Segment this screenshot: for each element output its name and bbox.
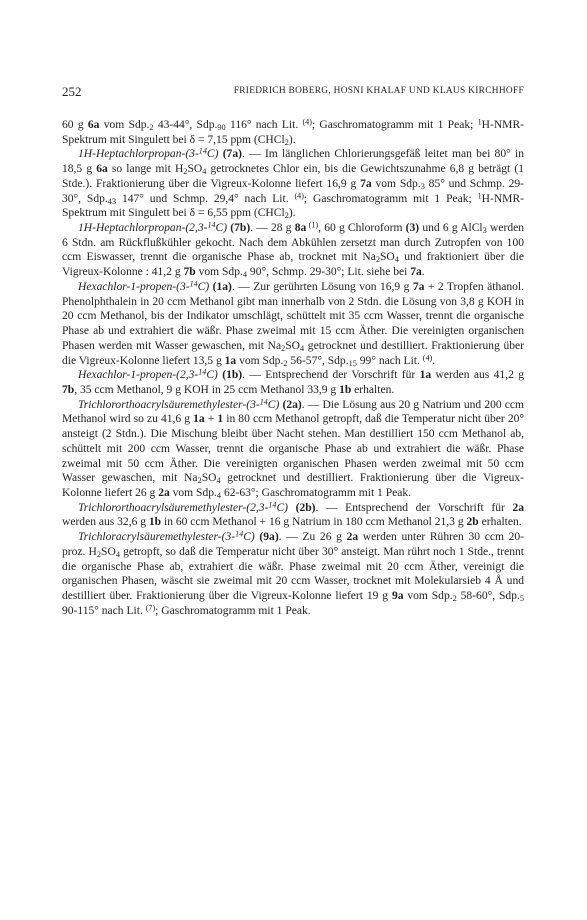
reference-marker: (7) xyxy=(145,603,156,613)
text-run: werden 6 Stdn. am Rückflußkühler gekocht. Nach dem Abkühlen zersetzt man durch Zutropfen von 100 ccm Eiswasser, trennt die organische Phase ab, trocknet mit Na xyxy=(62,222,525,264)
paragraph-2a xyxy=(62,398,524,501)
title-text: 1H-Heptachlorpropan-(3- xyxy=(78,148,199,161)
subscript: 15 xyxy=(348,358,357,368)
paragraph-7a xyxy=(62,147,524,221)
compound-label: (2a) xyxy=(282,398,302,411)
section-title xyxy=(78,222,227,234)
text-run: 62-63°; Gaschromatogramm mit 1 Peak. xyxy=(221,486,412,499)
compound-ref: (3) xyxy=(405,222,420,235)
compound-ref: 2a xyxy=(512,501,524,514)
subscript: 2 xyxy=(183,167,188,177)
text-run: . — 28 g xyxy=(250,222,295,235)
compound-ref: 7a xyxy=(360,177,372,190)
page-number: 252 xyxy=(62,84,82,99)
title-text: Hexachlor-1-propen-(2,3- xyxy=(78,369,199,382)
text-run: und fraktioniert über die Vigreux-Kolonne : 41,2 g xyxy=(62,251,524,279)
compound-ref: 1b xyxy=(339,383,352,396)
title-text: C) xyxy=(276,501,288,514)
text-run: werden unter Rühren 30 ccm 20-proz. H xyxy=(62,531,525,558)
text-run: vom Sdp. xyxy=(195,266,243,279)
compound-ref: 1a xyxy=(224,354,237,367)
reference-marker: (4) xyxy=(302,117,312,127)
compound-ref: 2b xyxy=(466,516,479,529)
subscript: 90 xyxy=(217,123,226,133)
text-run: werden aus 32,6 g xyxy=(62,516,149,529)
title-text: C) xyxy=(243,531,255,544)
subscript: 43 xyxy=(107,196,117,206)
text-run: . xyxy=(421,266,425,279)
section-title xyxy=(78,399,279,411)
text-run: 56-57°, Sdp. xyxy=(287,354,349,367)
running-head: FRIEDRICH BOBERG, HOSNI KHALAF UND KLAUS KIRCHHOFF xyxy=(233,86,524,96)
compound-ref: 6a xyxy=(87,119,100,131)
text-run: ). xyxy=(288,207,296,220)
compound-ref: 6a xyxy=(96,163,108,176)
superscript: 1 xyxy=(477,117,482,127)
compound-ref: 7b xyxy=(62,383,75,396)
title-text: Trichloracrylsäuremethylester-(3- xyxy=(78,531,236,544)
text-run: vom Sdp. xyxy=(236,354,284,367)
reference-marker: (4) xyxy=(294,190,304,200)
text-run: SO xyxy=(379,251,395,264)
subscript: 4 xyxy=(216,491,222,501)
text-run: . — Die Lösung aus 20 g Natrium und 200 ccm Methanol wird so zu 41,6 g xyxy=(62,398,524,426)
compound-label: (2b) xyxy=(295,501,316,514)
subscript: 2 xyxy=(284,211,289,221)
text-run: ; Gaschromatogramm mit 1 Peak. xyxy=(155,604,311,617)
text-run: in 60 ccm Methanol + 16 g Natrium in 180 ccm Methanol 21,3 g xyxy=(161,516,467,529)
text-run: . — Im länglichen Chlorierungsgefäß leitet man bei 80° in 18,5 g xyxy=(62,148,524,176)
text-run: getrocknet und destilliert. Fraktionierung über die Vigreux-Kolonne liefert 26 g xyxy=(62,472,524,499)
subscript: 2 xyxy=(283,358,288,368)
superscript: 14 xyxy=(235,529,244,539)
compound-label: (9a) xyxy=(259,531,279,544)
superscript: 14 xyxy=(189,279,198,289)
title-text: C) xyxy=(197,280,210,293)
text-run: . — Entsprechend der Vorschrift für xyxy=(315,501,513,514)
text-run: 90-115° nach Lit. xyxy=(62,604,146,617)
text-run: in 80 ccm Methanol getropft, daß die Temperatur nicht über 20° ansteigt (2 Stdn.). Die Mischung bleibt über Nacht stehen. Man destilliert 150 ccm Methanol ab, schüttelt mit 200 ccm Wasser, trennt die organische Phase ab und extrahiert die wäßr. Phase zweimal mit 50 ccm Äther. Die vereinigten organischen Phasen werden zweimal mit 50 ccm Wasser gewaschen, mit Na xyxy=(62,413,524,485)
title-text: C) xyxy=(206,148,219,161)
text-run: + xyxy=(204,413,218,426)
superscript: 14 xyxy=(198,367,207,377)
subscript: 2 xyxy=(452,594,457,604)
title-text: Trichlororthoacrylsäuremethylester-(2,3- xyxy=(78,501,269,514)
compound-ref: 2a xyxy=(158,486,170,499)
text-run: SO xyxy=(285,339,301,352)
text-run: SO xyxy=(187,163,203,176)
paragraph-1 xyxy=(62,118,524,147)
reference-marker: (1) xyxy=(306,220,319,230)
compound-label: (1a) xyxy=(212,280,232,293)
page-header xyxy=(62,84,524,100)
text-run: 116° nach Lit. xyxy=(225,119,303,131)
text-run: ; Gaschromatogramm mit 1 Peak; xyxy=(311,119,478,131)
paragraph-7b xyxy=(62,221,524,280)
section-title xyxy=(78,531,255,543)
superscript: 1 xyxy=(477,190,482,200)
superscript: 14 xyxy=(259,397,268,407)
text-run: . — Entsprechend der Vorschrift für xyxy=(242,369,420,382)
text-run: werden aus 41,2 g xyxy=(431,369,524,382)
title-text: C) xyxy=(267,398,280,411)
text-run: vom Sdp. xyxy=(403,590,453,602)
text-run: vom Sdp. xyxy=(169,486,217,499)
text-run: . — Zu 26 g xyxy=(278,531,347,544)
subscript: 4 xyxy=(115,549,120,559)
text-run: getrocknetes Chlor ein, bis die Gewichtszunahme 6,8 g beträgt (1 Stde.). Fraktionierung über die Vigreux-Kolonne liefert 16,9 g xyxy=(62,163,525,190)
text-run: + 2 Tropfen äthanol. Phenolphthalein in 20 ccm Methanol gibt man innerhalb von 2 Stdn. die Lösung von 3,8 g KOH in 20 ccm Methanol, bis der Indikator umschlägt, schüttelt mit 35 ccm Wasser, trennt die organische Phase ab und extrahiert die wäßr. Phase zweimal mit 15 ccm Äther. Die vereinigten organischen Phasen werden mit Wasser gewaschen, mit Na xyxy=(62,280,525,352)
text-run: vom Sdp. xyxy=(99,119,150,131)
section-title xyxy=(78,502,288,514)
compound-ref: 8a xyxy=(294,222,307,235)
text-run: , 35 ccm Methanol, 9 g KOH in 25 ccm Methanol 33,9 g xyxy=(74,383,340,396)
compound-label: (1b) xyxy=(222,369,243,382)
superscript: 14 xyxy=(198,146,207,156)
text-run: erhalten. xyxy=(478,516,522,529)
superscript: 14 xyxy=(268,500,277,510)
text-run: 58-60°, Sdp. xyxy=(456,590,520,602)
subscript: 3 xyxy=(482,226,487,236)
subscript: 2 xyxy=(284,137,289,147)
compound-label: (7b) xyxy=(230,222,251,235)
compound-ref: 2a xyxy=(346,531,359,544)
title-text: Hexachlor-1-propen-(3- xyxy=(78,280,190,293)
title-text: C) xyxy=(215,222,228,235)
text-run: . xyxy=(432,354,436,367)
paragraph-1a xyxy=(62,280,524,368)
text-run: und 6 g AlCl xyxy=(419,222,483,235)
compound-ref: 9a xyxy=(391,590,404,602)
text-run: 90°, Schmp. 29-30°; Lit. siehe bei xyxy=(247,266,411,279)
compound-ref: 1b xyxy=(148,516,162,529)
compound-ref: 1a xyxy=(419,369,432,382)
subscript: 2 xyxy=(197,476,202,486)
subscript: 4 xyxy=(300,343,305,353)
title-text: C) xyxy=(206,369,218,382)
text-run: 147° und Schmp. 29,4° nach Lit. xyxy=(116,192,295,205)
text-run: , 60 g Chloroform xyxy=(318,222,406,235)
text-run: erhalten. xyxy=(351,383,395,396)
subscript: 4 xyxy=(216,476,221,486)
compound-ref: 7a xyxy=(410,266,422,279)
subscript: 2 xyxy=(375,255,380,265)
reference-marker: (4) xyxy=(422,352,433,362)
title-text: Trichlororthoacrylsäuremethylester-(3- xyxy=(78,398,260,411)
compound-ref: 1a xyxy=(193,413,205,426)
subscript: 4 xyxy=(202,167,207,177)
text-run: SO xyxy=(101,545,116,558)
subscript: 4 xyxy=(394,255,399,265)
subscript: 5 xyxy=(519,594,524,604)
text-run: getrocknet und destilliert. Fraktionierung über die Vigreux-Kolonne liefert 13,5 g xyxy=(62,339,524,367)
text-run: SO xyxy=(201,472,217,485)
text-run: 99° nach Lit. xyxy=(356,354,423,367)
compound-ref: 1 xyxy=(217,413,224,426)
section-title xyxy=(78,281,209,293)
text-run: H-NMR-Spektrum mit Singulett bei δ = 6,55 ppm (CHCl xyxy=(62,192,524,220)
section-title xyxy=(78,148,218,160)
text-run: ; Gaschromatogramm mit 1 Peak; xyxy=(303,192,478,205)
subscript: 2 xyxy=(149,123,154,133)
paragraph-1b xyxy=(62,368,524,397)
text-run: 43-44°, Sdp. xyxy=(153,119,218,131)
text-run: ). xyxy=(288,133,296,146)
paragraph-2b xyxy=(62,501,524,530)
subscript: 2 xyxy=(96,549,102,559)
title-text: 1H-Heptachlorpropan-(2,3- xyxy=(78,222,208,235)
subscript: 4 xyxy=(242,270,248,280)
text-run: H-NMR-Spektrum mit Singulett bei δ = 7,15 ppm (CHCl xyxy=(62,119,524,146)
superscript: 14 xyxy=(207,220,216,230)
compound-ref: 7b xyxy=(183,266,196,279)
text-run: vom Sdp. xyxy=(371,177,421,190)
text-run: 85° und Schmp. 29-30°, Sdp. xyxy=(62,177,524,205)
text-run: getropft, so daß die Temperatur nicht über 30° ansteigt. Man rührt noch 1 Stde., trennt die organische Phase ab, extrahiert die wäßr. Phase zweimal mit 20 ccm Äther, vereinigt die organischen Phasen, wäscht sie zweimal mit 20 ccm Wasser, trocknet mit Molekularsieb 4 Å und destilliert über. Fraktionierung über die Vigreux-Kolonne liefert 19 g xyxy=(62,545,524,602)
section-title xyxy=(78,369,218,381)
text-run: so lange mit H xyxy=(107,163,184,176)
compound-ref: 7a xyxy=(412,280,425,293)
text-run: 60 g xyxy=(62,119,88,131)
compound-label: (7a) xyxy=(222,148,242,161)
paragraph-9a xyxy=(62,530,524,618)
subscript: 2 xyxy=(281,343,286,353)
text-run: . — Zur gerührten Lösung von 16,9 g xyxy=(231,280,413,293)
subscript: 3 xyxy=(420,181,425,191)
body-text xyxy=(62,118,524,618)
